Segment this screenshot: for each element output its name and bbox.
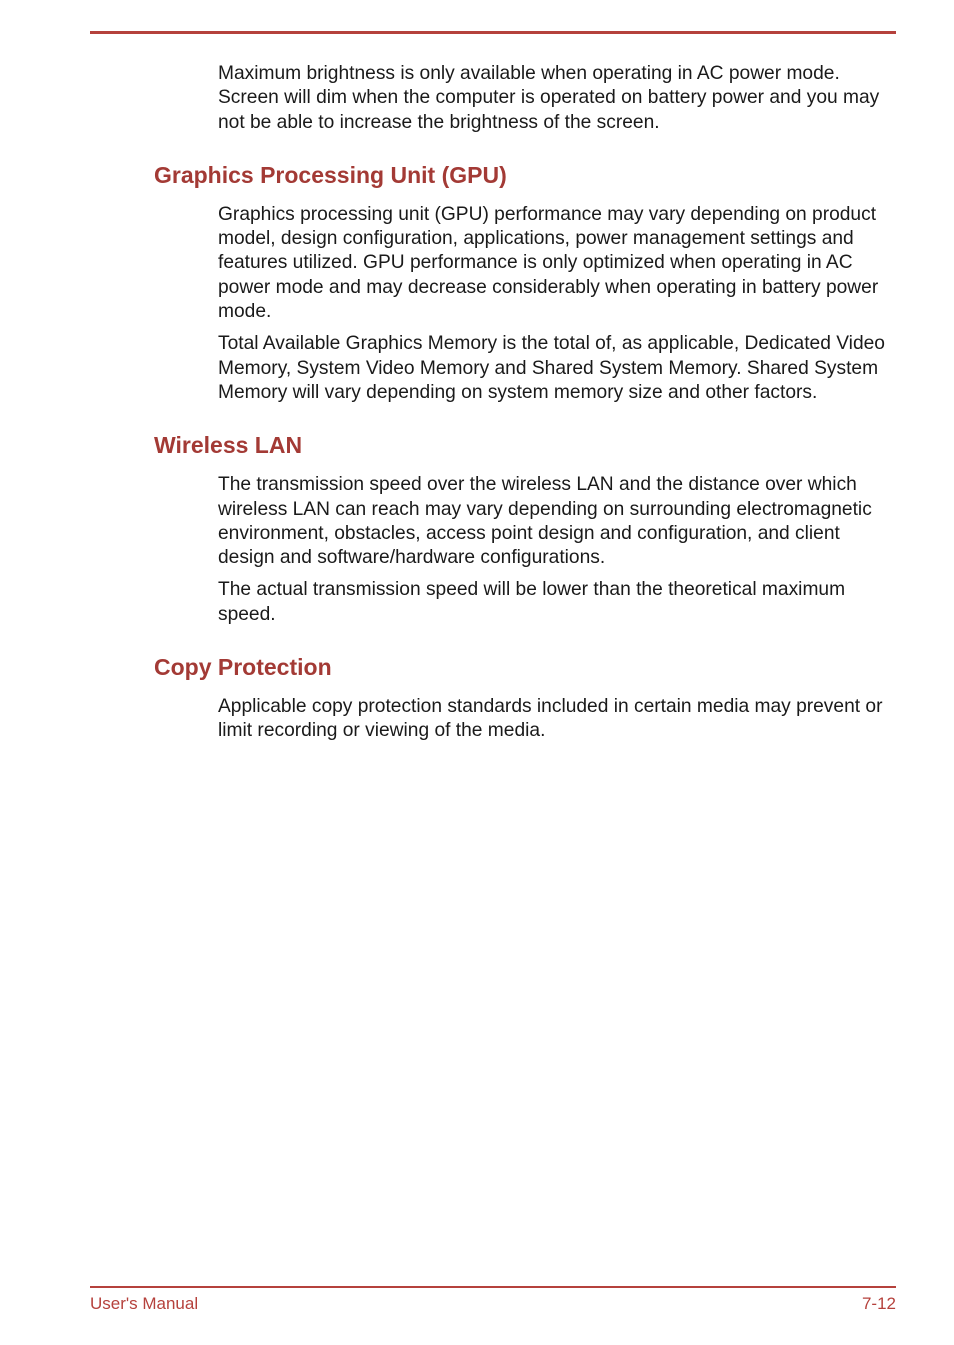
gpu-paragraph-2: Total Available Graphics Memory is the total of, as applicable, Dedicated Video Memory, System Video Memory and Shared System Memory. Shared System Memory will vary depending on system memory size and other factors. [218,333,885,403]
section-title-gpu: Graphics Processing Unit (GPU) [154,161,507,188]
gpu-paragraph-1: Graphics processing unit (GPU) performance may vary depending on product model, design configuration, applications, power management settings and features utilized. GPU performance is only optimized when operating in AC power mode and may decrease considerably when operating in battery power mode. [218,203,879,323]
footer-rule [90,1286,896,1288]
section-title-copy-protection: Copy Protection [154,654,332,681]
page-content [0,62,954,752]
footer-manual-title: User's Manual [90,1294,199,1313]
wireless-paragraph-2: The actual transmission speed will be lower than the theoretical maximum speed. [218,579,846,625]
section-title-wireless-lan: Wireless LAN [154,432,303,459]
footer-page-number: 7-12 [861,1294,896,1313]
wireless-paragraph-1: The transmission speed over the wireless LAN and the distance over which wireless LAN can reach may vary depending on surrounding electromagnetic environment, obstacles, access point design and configuration, and client design and software/hardware configurations. [218,474,872,569]
intro-paragraph: Maximum brightness is only available when operating in AC power mode. Screen will dim when the computer is operated on battery power and you may not be able to increase the brightness of the screen. [218,63,880,133]
header-rule [90,31,896,34]
copy-protection-paragraph: Applicable copy protection standards included in certain media may prevent or limit recording or viewing of the media. [218,696,883,742]
